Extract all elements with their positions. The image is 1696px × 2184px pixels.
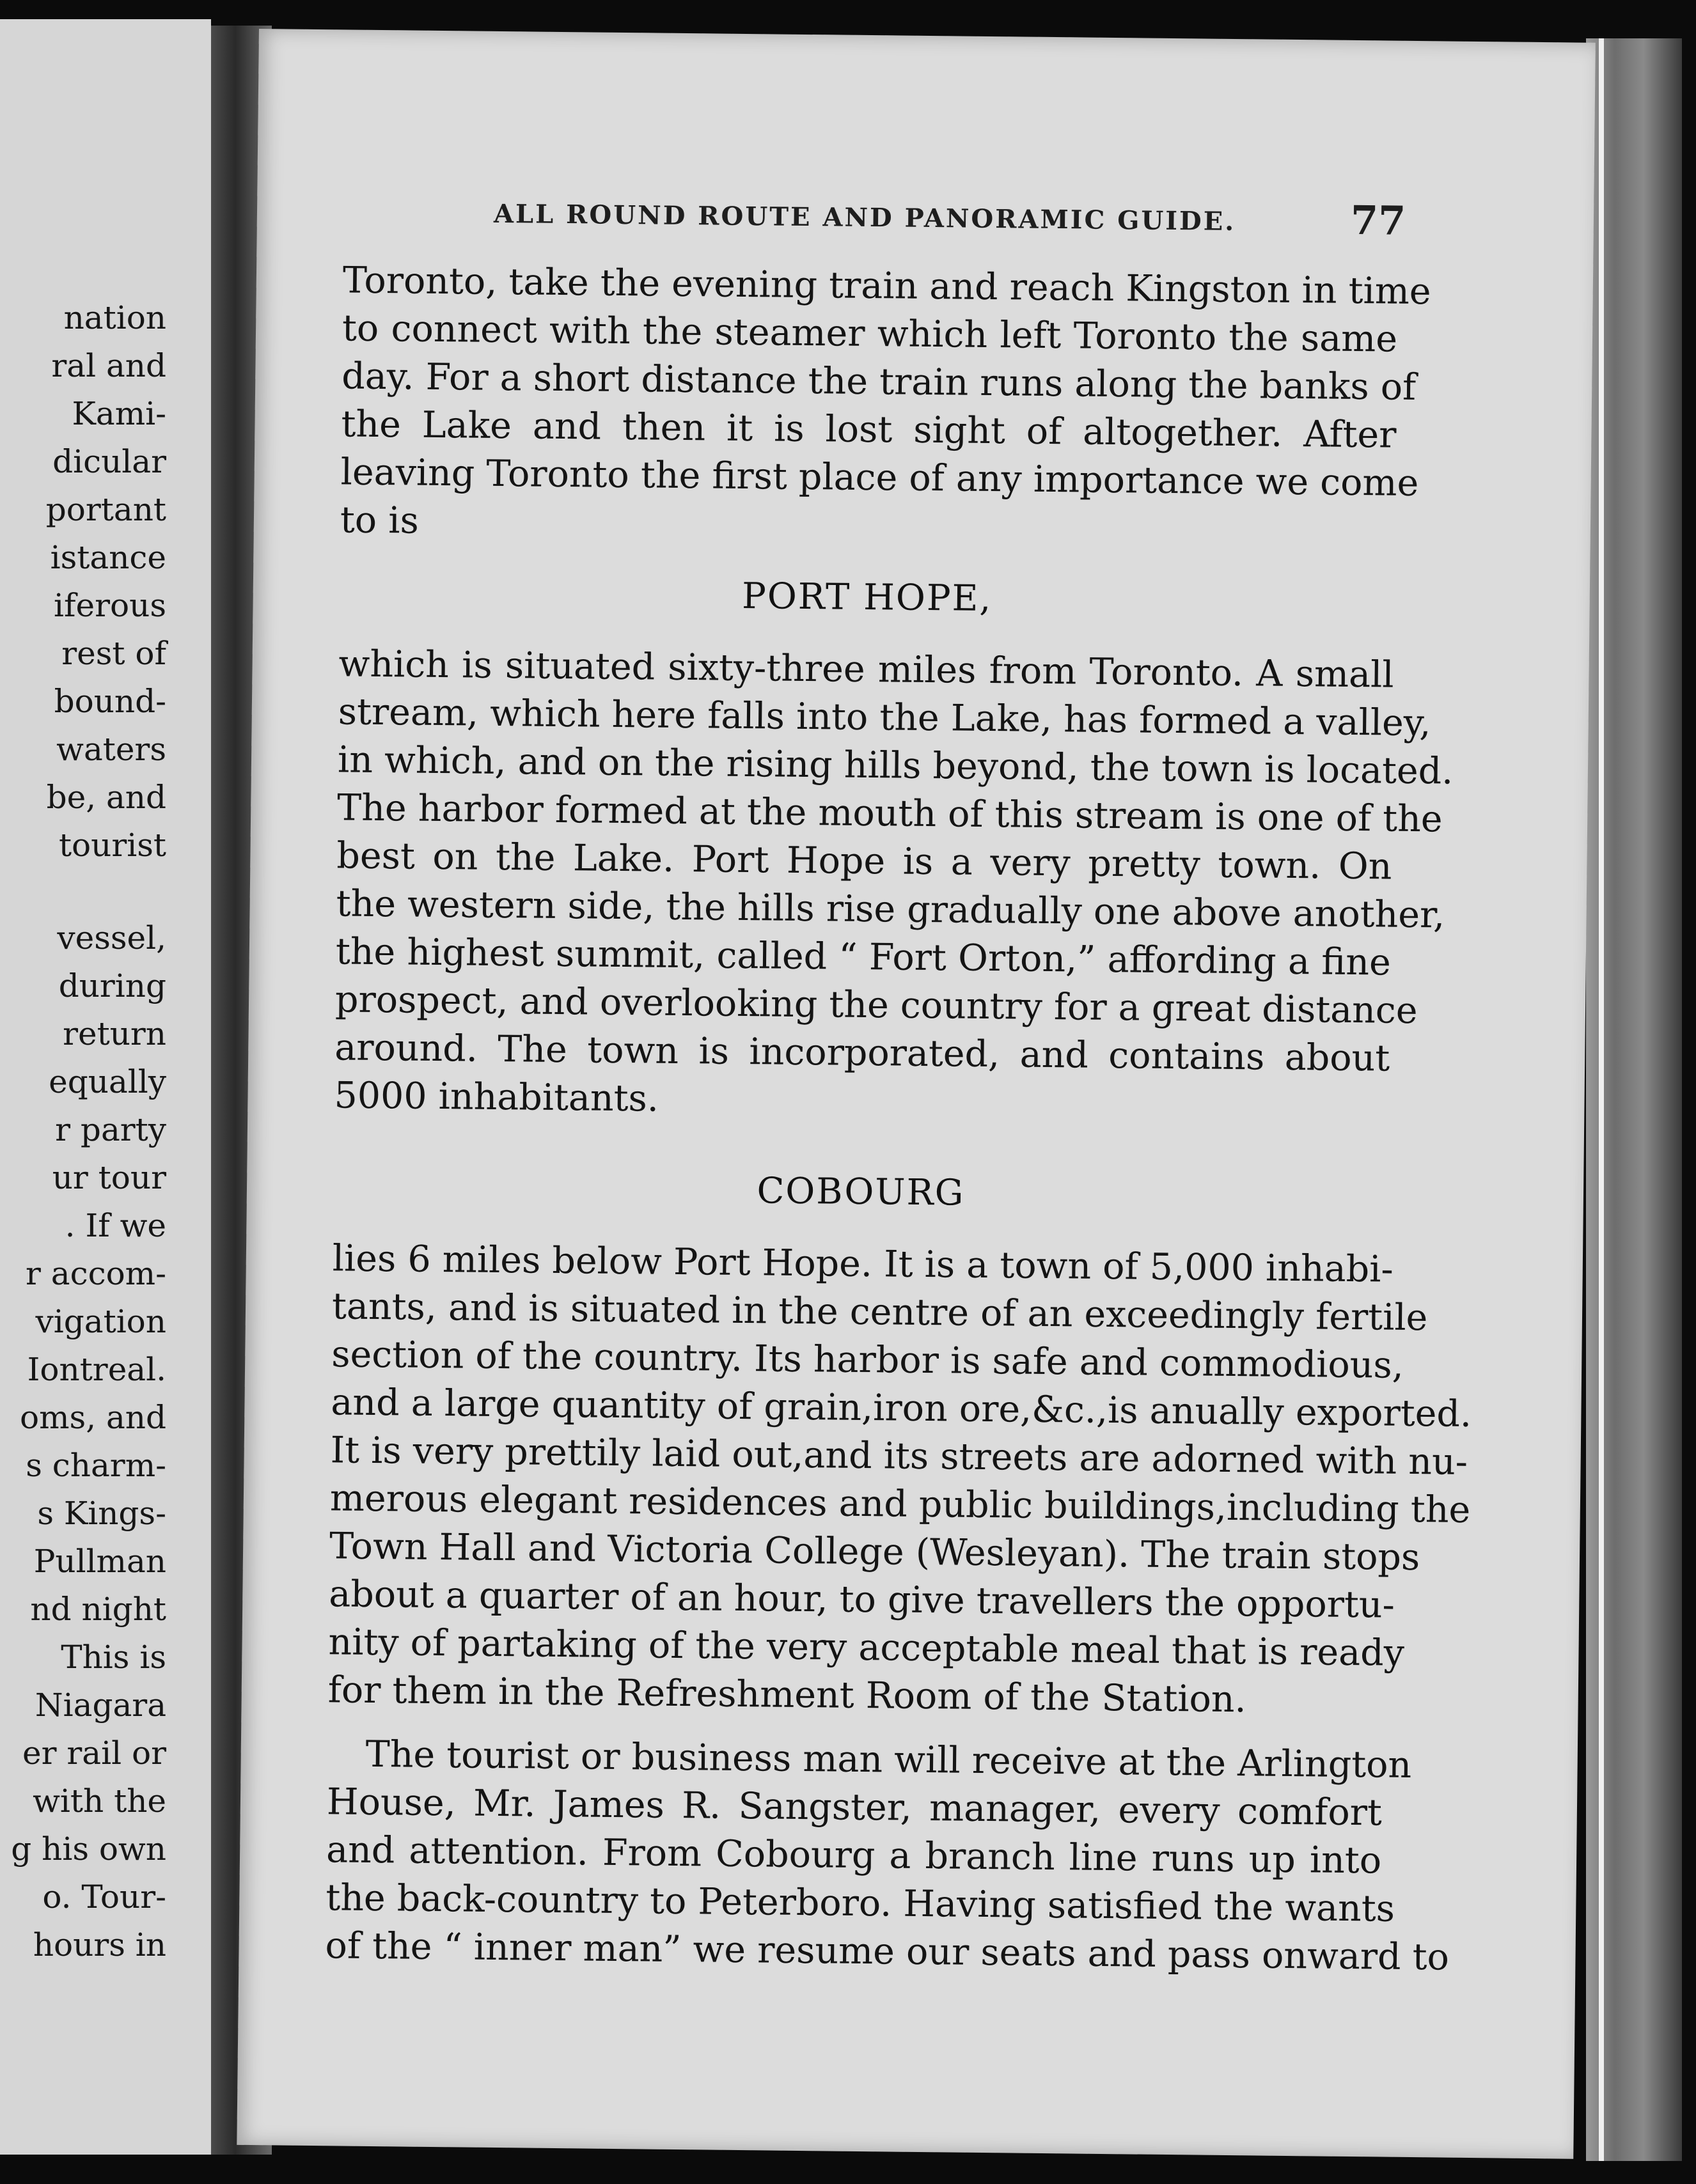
facing-line: portant: [45, 491, 166, 528]
facing-line: be, and: [46, 779, 166, 816]
text-line: of the “ inner man” we resume our seats and pass onward to: [325, 1924, 1450, 1979]
facing-line: equally: [49, 1063, 166, 1100]
facing-line: er rail or: [22, 1735, 166, 1772]
text-line: 5000 inhabitants.: [334, 1074, 659, 1120]
facing-line: during: [58, 967, 166, 1004]
facing-line: s charm-: [26, 1447, 166, 1484]
page-header: [257, 182, 1594, 247]
text-line: prospect, and overlooking the country for a great distance: [334, 978, 1418, 1033]
text-line: It is very prettily laid out,and its streets are adorned with nu-: [330, 1429, 1468, 1483]
text-line: to connect with the steamer which left Toronto the same: [342, 307, 1398, 361]
facing-line: o. Tour-: [42, 1878, 166, 1915]
facing-line: vigation: [35, 1303, 166, 1340]
facing-line: oms, and: [20, 1399, 166, 1436]
text-line: The harbor formed at the mouth of this stream is one of the: [336, 786, 1443, 841]
page-stack-edge: [1586, 38, 1682, 2161]
text-line: House, Mr. James R. Sangster, manager, every comfort: [326, 1781, 1383, 1834]
facing-line: Pullman: [33, 1543, 166, 1580]
facing-gap: [0, 870, 166, 914]
text-line: the highest summit, called “ Fort Orton,” affording a fine: [335, 930, 1392, 984]
facing-line: return: [63, 1015, 166, 1052]
text-line: Toronto, take the evening train and reach Kingston in time: [342, 259, 1431, 313]
body-text: [325, 256, 1472, 1981]
text-line: the western side, the hills rise gradually one above another,: [336, 882, 1445, 937]
facing-line: with the: [33, 1782, 166, 1820]
text-line: Town Hall and Victoria College (Wesleyan). The train stops: [329, 1525, 1420, 1579]
text-line: in which, and on the rising hills beyond, the town is located.: [337, 738, 1454, 793]
facing-line: s Kings-: [37, 1495, 166, 1532]
text-line: leaving Toronto the first place of any importance we come: [340, 451, 1419, 505]
facing-line: nation: [63, 299, 166, 336]
facing-line: r party: [55, 1111, 166, 1148]
text-line: and a large quantity of grain,iron ore,&c.,is anually exported.: [331, 1381, 1472, 1435]
facing-line: r accom-: [25, 1255, 166, 1292]
text-line: about a quarter of an hour, to give travellers the opportu-: [329, 1573, 1395, 1626]
facing-page-text: [0, 294, 166, 1969]
facing-line: nd night: [30, 1591, 166, 1628]
text-line: best on the Lake. Port Hope is a very pretty town. On: [336, 834, 1392, 888]
facing-line: Iontreal.: [27, 1351, 166, 1388]
text-line: to is: [340, 499, 420, 542]
text-line: which is situated sixty-three miles from Toronto. A small: [338, 643, 1394, 696]
section-heading-cobourg: COBOURG: [757, 1170, 965, 1214]
text-line: merous elegant residences and public buildings,including the: [329, 1477, 1471, 1531]
facing-line: tourist: [58, 827, 166, 864]
text-line: The tourist or business man will receive at the Arlington: [365, 1733, 1412, 1787]
facing-line: This is: [61, 1639, 166, 1676]
facing-line: Kami-: [72, 395, 166, 432]
text-line: stream, which here falls into the Lake, has formed a valley,: [338, 690, 1431, 745]
page-number: 77: [1350, 196, 1406, 244]
section-heading-port-hope: PORT HOPE,: [741, 575, 993, 620]
facing-line: Niagara: [35, 1687, 166, 1724]
facing-line: hours in: [33, 1926, 166, 1963]
facing-line: waters: [56, 731, 166, 768]
facing-line: ur tour: [52, 1159, 166, 1196]
facing-line: . If we: [65, 1207, 166, 1244]
facing-line: dicular: [52, 443, 166, 480]
text-line: for them in the Refreshment Room of the Station.: [327, 1669, 1247, 1721]
text-line: day. For a short distance the train runs along the banks of: [341, 355, 1417, 409]
text-line: the Lake and then it is lost sight of altogether. After: [341, 403, 1397, 456]
text-line: around. The town is incorporated, and contains about: [334, 1026, 1390, 1080]
text-line: and attention. From Cobourg a branch line runs up into: [326, 1829, 1382, 1882]
book-page: [237, 29, 1596, 2159]
text-line: lies 6 miles below Port Hope. It is a town of 5,000 inhabi-: [332, 1237, 1394, 1291]
facing-line: iferous: [54, 587, 166, 624]
text-line: section of the country. Its harbor is safe and commodious,: [331, 1333, 1404, 1387]
text-line: nity of partaking of the very acceptable meal that is ready: [328, 1621, 1405, 1674]
text-line: the back-country to Peterboro. Having satisfied the wants: [326, 1876, 1395, 1930]
facing-line: bound-: [54, 683, 166, 720]
facing-line: vessel,: [57, 919, 166, 956]
facing-line: ral and: [51, 347, 166, 384]
facing-line: istance: [50, 539, 166, 576]
facing-line: rest of: [61, 635, 166, 672]
facing-page: [0, 19, 211, 2155]
running-head: ALL ROUND ROUTE AND PANORAMIC GUIDE.: [493, 198, 1236, 237]
text-line: tants, and is situated in the centre of an exceedingly fertile: [331, 1285, 1428, 1339]
facing-line: g his own: [11, 1830, 166, 1868]
